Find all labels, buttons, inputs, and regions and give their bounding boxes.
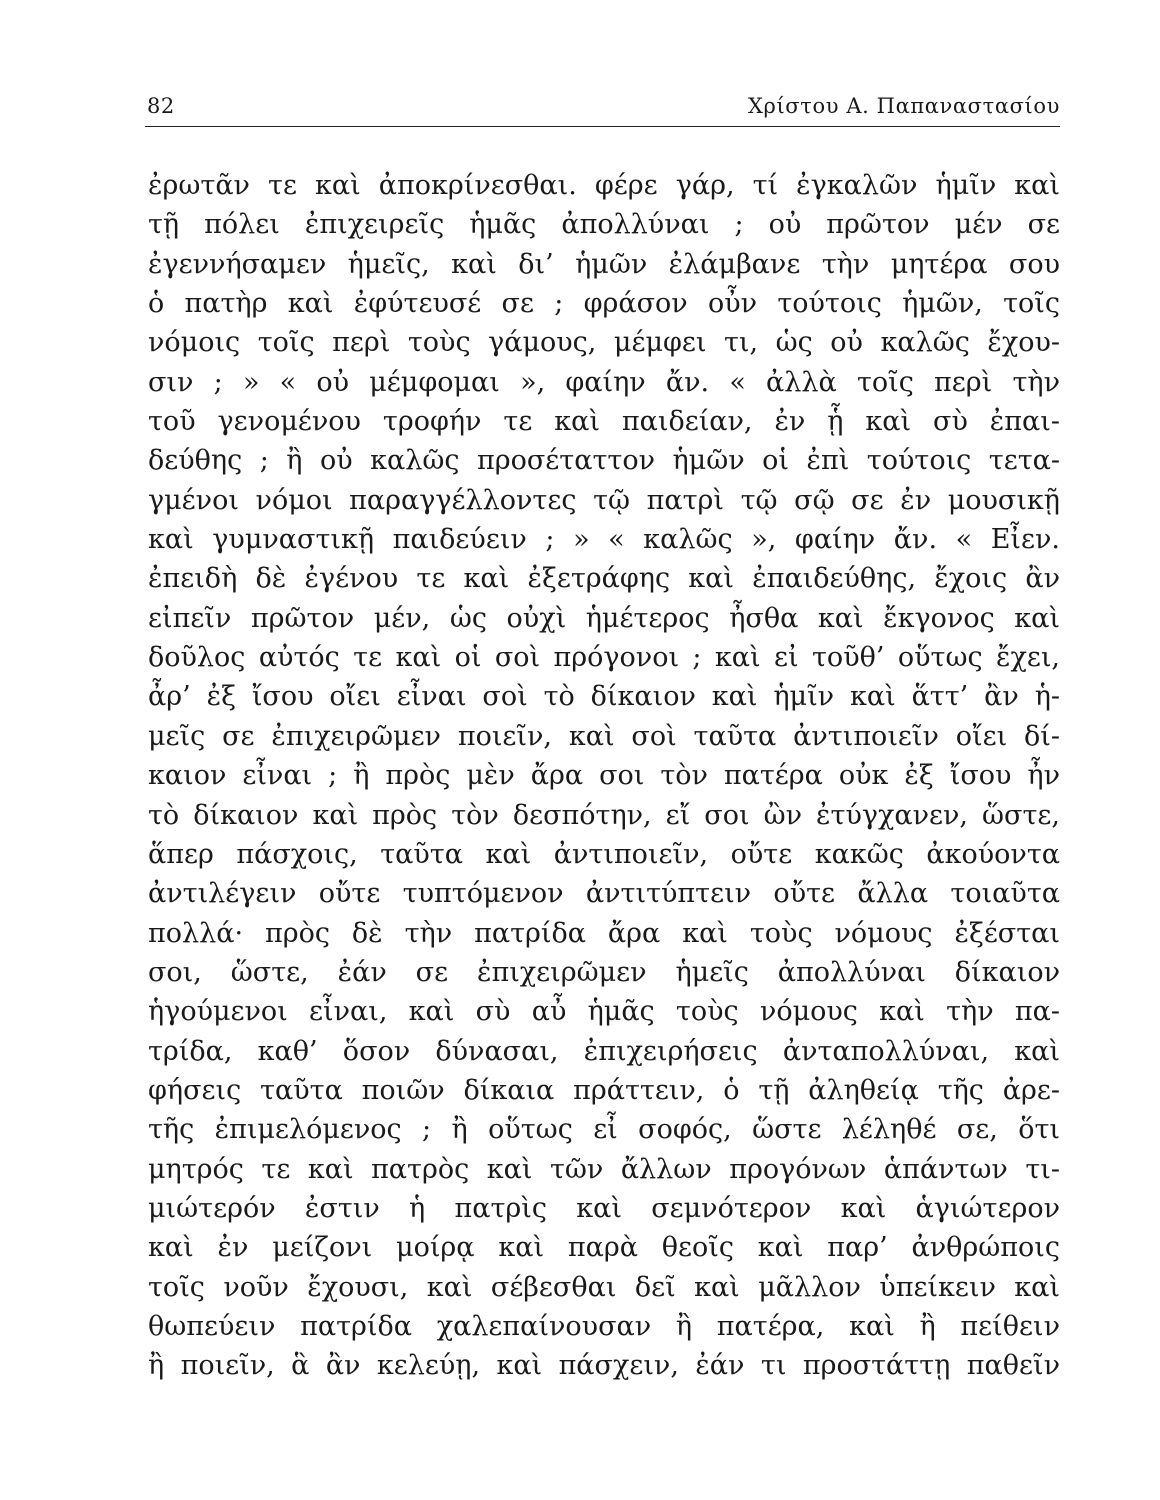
page-number: 82 <box>147 94 175 118</box>
text-line: σιν ; » « οὐ μέμφομαι », φαίην ἄν. « ἀλλὰ τοῖς περὶ τὴν <box>148 366 1060 398</box>
text-line: μεῖς σε ἐπιχειρῶμεν ποιεῖν, καὶ σοὶ ταῦτα ἀντιποιεῖν οἴει δί- <box>148 720 1060 752</box>
text-line: ἢ ποιεῖν, ἃ ἂν κελεύῃ, καὶ πάσχειν, ἐάν τι προστάττῃ παθεῖν <box>148 1350 1060 1382</box>
running-head <box>145 92 1060 127</box>
text-line: ὁ πατὴρ καὶ ἐφύτευσέ σε ; φράσον οὖν τούτοις ἡμῶν, τοῖς <box>148 288 1060 320</box>
text-line: δοῦλος αὐτός τε καὶ οἱ σοὶ πρόγονοι ; καὶ εἰ τοῦθ’ οὕτως ἔχει, <box>148 642 1060 674</box>
text-line: πολλά· πρὸς δὲ τὴν πατρίδα ἄρα καὶ τοὺς νόμους ἐξέσται <box>148 917 1060 949</box>
text-line: δεύθης ; ἢ οὐ καλῶς προσέταττον ἡμῶν οἱ ἐπὶ τούτοις τετα- <box>148 445 1060 477</box>
text-line: μητρός τε καὶ πατρὸς καὶ τῶν ἄλλων προγόνων ἁπάντων τι- <box>148 1153 1060 1185</box>
text-line: ἐγεννήσαμεν ἡμεῖς, καὶ δι’ ἡμῶν ἐλάμβανε τὴν μητέρα σου <box>148 248 1060 280</box>
text-line: εἰπεῖν πρῶτον μέν, ὡς οὐχὶ ἡμέτερος ἦσθα καὶ ἔκγονος καὶ <box>148 602 1060 634</box>
text-line: τρίδα, καθ’ ὅσον δύνασαι, ἐπιχειρήσεις ἀνταπολλύναι, καὶ <box>148 1035 1060 1067</box>
text-line: γμένοι νόμοι παραγγέλλοντες τῷ πατρὶ τῷ σῷ σε ἐν μουσικῇ <box>148 484 1060 516</box>
text-line: καὶ ἐν μείζονι μοίρᾳ καὶ παρὰ θεοῖς καὶ παρ’ ἀνθρώποις <box>148 1232 1060 1264</box>
text-line: καὶ γυμναστικῇ παιδεύειν ; » « καλῶς », φαίην ἄν. « Εἶεν. <box>148 524 1060 556</box>
text-line: ἆρ’ ἐξ ἴσου οἴει εἶναι σοὶ τὸ δίκαιον καὶ ἡμῖν καὶ ἅττ’ ἂν ἡ- <box>148 681 1060 713</box>
text-line: τοῦ γενομένου τροφήν τε καὶ παιδείαν, ἐν ᾗ καὶ σὺ ἐπαι- <box>148 406 1060 438</box>
text-line: τῆς ἐπιμελόμενος ; ἢ οὕτως εἶ σοφός, ὥστε λέληθέ σε, ὅτι <box>148 1114 1060 1146</box>
text-line: τοῖς νοῦν ἔχουσι, καὶ σέβεσθαι δεῖ καὶ μᾶλλον ὑπείκειν καὶ <box>148 1271 1060 1303</box>
text-line: ἐπειδὴ δὲ ἐγένου τε καὶ ἐξετράφης καὶ ἐπαιδεύθης, ἔχοις ἂν <box>148 563 1060 595</box>
text-line: τὸ δίκαιον καὶ πρὸς τὸν δεσπότην, εἴ σοι ὢν ἐτύγχανεν, ὥστε, <box>148 799 1060 831</box>
text-line: τῇ πόλει ἐπιχειρεῖς ἡμᾶς ἀπολλύναι ; οὐ πρῶτον μέν σε <box>148 209 1060 241</box>
body-text <box>148 166 1060 1386</box>
text-line: ἡγούμενοι εἶναι, καὶ σὺ αὖ ἡμᾶς τοὺς νόμους καὶ τὴν πα- <box>148 996 1060 1028</box>
text-line: θωπεύειν πατρίδα χαλεπαίνουσαν ἢ πατέρα, καὶ ἢ πείθειν <box>148 1310 1060 1342</box>
text-line: ἀντιλέγειν οὔτε τυπτόμενον ἀντιτύπτειν οὔτε ἄλλα τοιαῦτα <box>148 878 1060 910</box>
running-head-author: Χρίστου Α. Παπαναστασίου <box>747 94 1060 118</box>
text-line: ἐρωτᾶν τε καὶ ἀποκρίνεσθαι. φέρε γάρ, τί ἐγκαλῶν ἡμῖν καὶ <box>148 170 1060 201</box>
text-line: φήσεις ταῦτα ποιῶν δίκαια πράττειν, ὁ τῇ ἀληθείᾳ τῆς ἀρε- <box>148 1074 1060 1106</box>
text-line: μιώτερόν ἐστιν ἡ πατρὶς καὶ σεμνότερον καὶ ἁγιώτερον <box>148 1192 1060 1224</box>
text-line: νόμοις τοῖς περὶ τοὺς γάμους, μέμφει τι, ὡς οὐ καλῶς ἔχου- <box>148 327 1060 359</box>
text-line: ἅπερ πάσχοις, ταῦτα καὶ ἀντιποιεῖν, οὔτε κακῶς ἀκούοντα <box>148 838 1060 870</box>
text-line: σοι, ὥστε, ἐάν σε ἐπιχειρῶμεν ἡμεῖς ἀπολλύναι δίκαιον <box>148 956 1060 988</box>
text-line: καιον εἶναι ; ἢ πρὸς μὲν ἄρα σοι τὸν πατέρα οὐκ ἐξ ἴσου ἦν <box>148 760 1060 792</box>
